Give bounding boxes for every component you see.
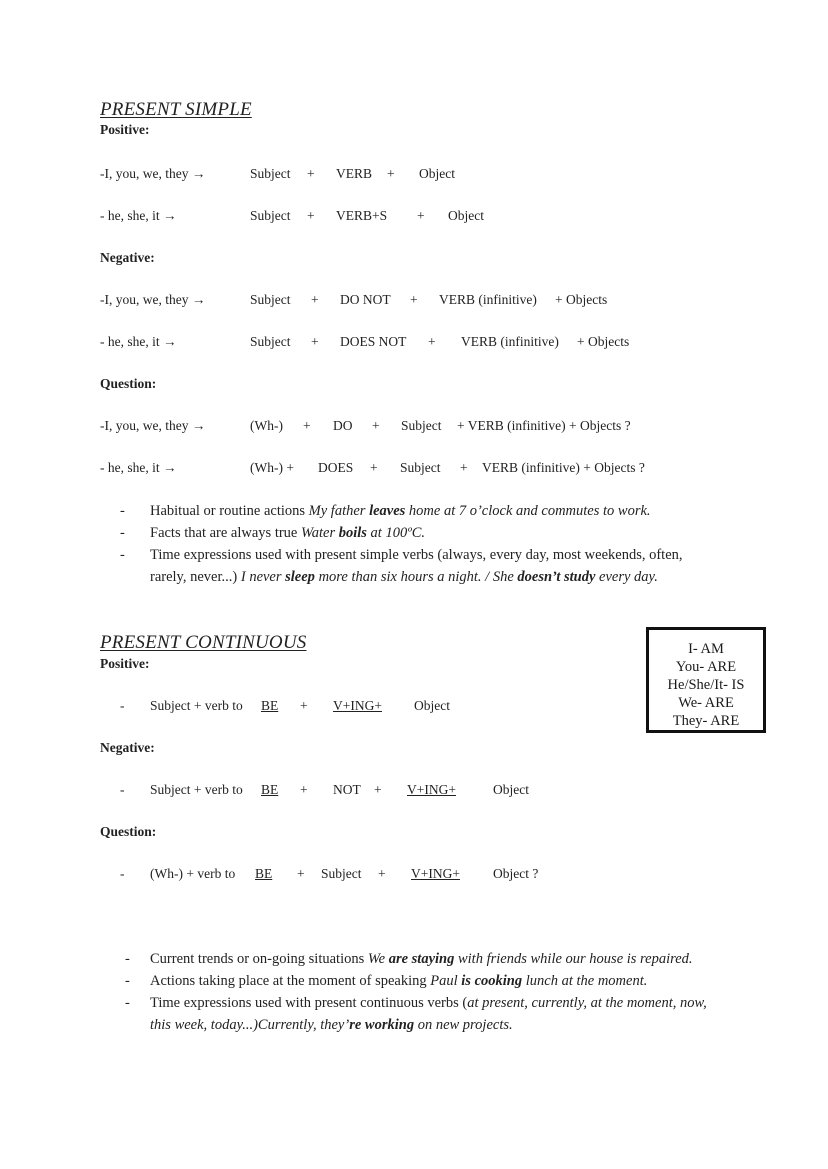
example-verb: are staying: [388, 951, 455, 967]
dash: -: [120, 503, 125, 519]
plus: +: [410, 292, 418, 307]
dash: -: [120, 782, 125, 797]
cell: DOES: [318, 460, 354, 475]
dash: -: [120, 698, 125, 713]
example: Water: [300, 525, 339, 541]
cell: + Objects: [577, 334, 630, 349]
cell: VERB: [336, 166, 373, 181]
example: with friends while our house is repaired.: [454, 951, 693, 967]
cell: VERB+S: [336, 208, 388, 223]
example: home at 7 o’clock and commutes to work.: [405, 503, 651, 519]
pc-positive-label: Positive:: [100, 656, 150, 671]
cell: VERB (infinitive): [461, 334, 559, 349]
dash: -: [120, 866, 125, 881]
dash: -: [125, 951, 130, 967]
be-form: You- ARE: [675, 659, 737, 675]
ps-question-row-1: [0, 418, 828, 438]
pc-negative-row: [0, 782, 640, 802]
cell: V+ING+: [333, 698, 382, 713]
example: Paul: [430, 973, 462, 989]
cell: Subject: [321, 866, 362, 881]
cell: Subject + verb to: [150, 782, 243, 797]
cell: NOT: [333, 782, 361, 797]
example-verb: re working: [349, 1017, 415, 1033]
cell: V+ING+: [407, 782, 456, 797]
pronouns: - he, she, it →: [100, 334, 177, 349]
cell: Subject: [250, 334, 291, 349]
cell: (Wh-): [250, 418, 283, 433]
cell: VERB (infinitive): [439, 292, 537, 307]
pronouns: -I, you, we, they →: [100, 292, 206, 307]
cell: BE: [261, 782, 279, 797]
cell: VERB (infinitive) + Objects ?: [482, 460, 645, 475]
use-text: Facts that are always true: [150, 525, 301, 541]
use-text: Habitual or routine actions: [150, 503, 309, 519]
pc-uses-list: [105, 948, 715, 1036]
cell: (Wh-) +: [250, 460, 294, 475]
pc-positive-row: [0, 698, 640, 718]
plus: +: [387, 166, 395, 181]
pronouns: - he, she, it →: [100, 460, 177, 475]
plus: +: [460, 460, 468, 475]
present-continuous-title: PRESENT CONTINUOUS: [100, 632, 307, 653]
cell: Object: [414, 698, 450, 713]
cell: DO: [333, 418, 353, 433]
plus: +: [300, 782, 308, 797]
cell: Subject: [401, 418, 442, 433]
dash: -: [125, 995, 130, 1011]
cell: Object: [448, 208, 484, 223]
example: My father: [308, 503, 370, 519]
example-verb: boils: [338, 525, 367, 541]
cell: V+ING+: [411, 866, 460, 881]
ps-uses-list: [100, 500, 720, 588]
ps-negative-row-1: [0, 292, 828, 312]
pc-negative-label: Negative:: [100, 740, 155, 755]
be-conjugation-box: [646, 627, 766, 733]
plus: +: [297, 866, 305, 881]
cell: Subject + verb to: [150, 698, 243, 713]
plus: +: [428, 334, 436, 349]
be-form: We- ARE: [678, 695, 734, 711]
use-text: Actions taking place at the moment of speaking: [150, 973, 431, 989]
example: at present, currently, at the moment, now, this week, today...)Currently, they’: [150, 995, 707, 1033]
cell: Subject: [250, 166, 291, 181]
cell: DOES NOT: [340, 334, 407, 349]
cell: BE: [261, 698, 279, 713]
example: I never: [240, 569, 286, 585]
be-form: They- ARE: [672, 713, 740, 729]
pc-question-row: [0, 866, 640, 886]
example: on new projects.: [414, 1017, 513, 1033]
use-text: Current trends or on-going situations: [150, 951, 368, 967]
example: every day.: [595, 569, 658, 585]
list-item: [105, 992, 715, 1036]
ps-negative-row-2: [0, 334, 828, 354]
cell: Subject: [250, 292, 291, 307]
list-item: [105, 970, 715, 992]
dash: -: [120, 525, 125, 541]
ps-positive-row-1: [0, 166, 828, 186]
plus: +: [374, 782, 382, 797]
pc-question-label: Question:: [100, 824, 157, 839]
example-verb: sleep: [285, 569, 315, 585]
cell: Subject: [250, 208, 291, 223]
dash: -: [120, 547, 125, 563]
present-simple-title: PRESENT SIMPLE: [100, 99, 252, 120]
plus: +: [370, 460, 378, 475]
plus: +: [307, 166, 315, 181]
example-verb: is cooking: [461, 973, 523, 989]
example: lunch at the moment.: [522, 973, 648, 989]
cell: DO NOT: [340, 292, 391, 307]
plus: +: [300, 698, 308, 713]
ps-positive-row-2: [0, 208, 828, 228]
cell: Object: [493, 782, 529, 797]
example: We: [367, 951, 389, 967]
pronouns: -I, you, we, they →: [100, 418, 206, 433]
cell: Object ?: [493, 866, 539, 881]
list-item: [100, 544, 720, 588]
example-verb: doesn’t study: [517, 569, 596, 585]
pronouns: - he, she, it →: [100, 208, 177, 223]
plus: +: [311, 334, 319, 349]
cell: (Wh-) + verb to: [150, 866, 236, 881]
be-form: I- AM: [688, 641, 724, 657]
cell: Subject: [400, 460, 441, 475]
list-item: [105, 948, 715, 970]
cell: BE: [255, 866, 273, 881]
example: at 100ºC.: [366, 525, 425, 541]
cell: + Objects: [555, 292, 608, 307]
plus: +: [378, 866, 386, 881]
plus: +: [372, 418, 380, 433]
use-text: Time expressions used with present continuous verbs (: [150, 995, 468, 1011]
ps-positive-label: Positive:: [100, 122, 150, 137]
use-text: Time expressions used with present simple verbs (always, every day, most weekends, often, rarely, never...): [150, 547, 683, 585]
ps-negative-label: Negative:: [100, 250, 155, 265]
plus: +: [417, 208, 425, 223]
list-item: [100, 500, 720, 522]
ps-question-row-2: [0, 460, 828, 480]
dash: -: [125, 973, 130, 989]
cell: Object: [419, 166, 455, 181]
pronouns: -I, you, we, they →: [100, 166, 206, 181]
cell: + VERB (infinitive) + Objects ?: [457, 418, 631, 433]
plus: +: [303, 418, 311, 433]
ps-question-label: Question:: [100, 376, 157, 391]
plus: +: [311, 292, 319, 307]
be-form: He/She/It- IS: [667, 677, 745, 693]
list-item: [100, 522, 720, 544]
example-verb: leaves: [369, 503, 406, 519]
example: more than six hours a night. / She: [314, 569, 518, 585]
plus: +: [307, 208, 315, 223]
